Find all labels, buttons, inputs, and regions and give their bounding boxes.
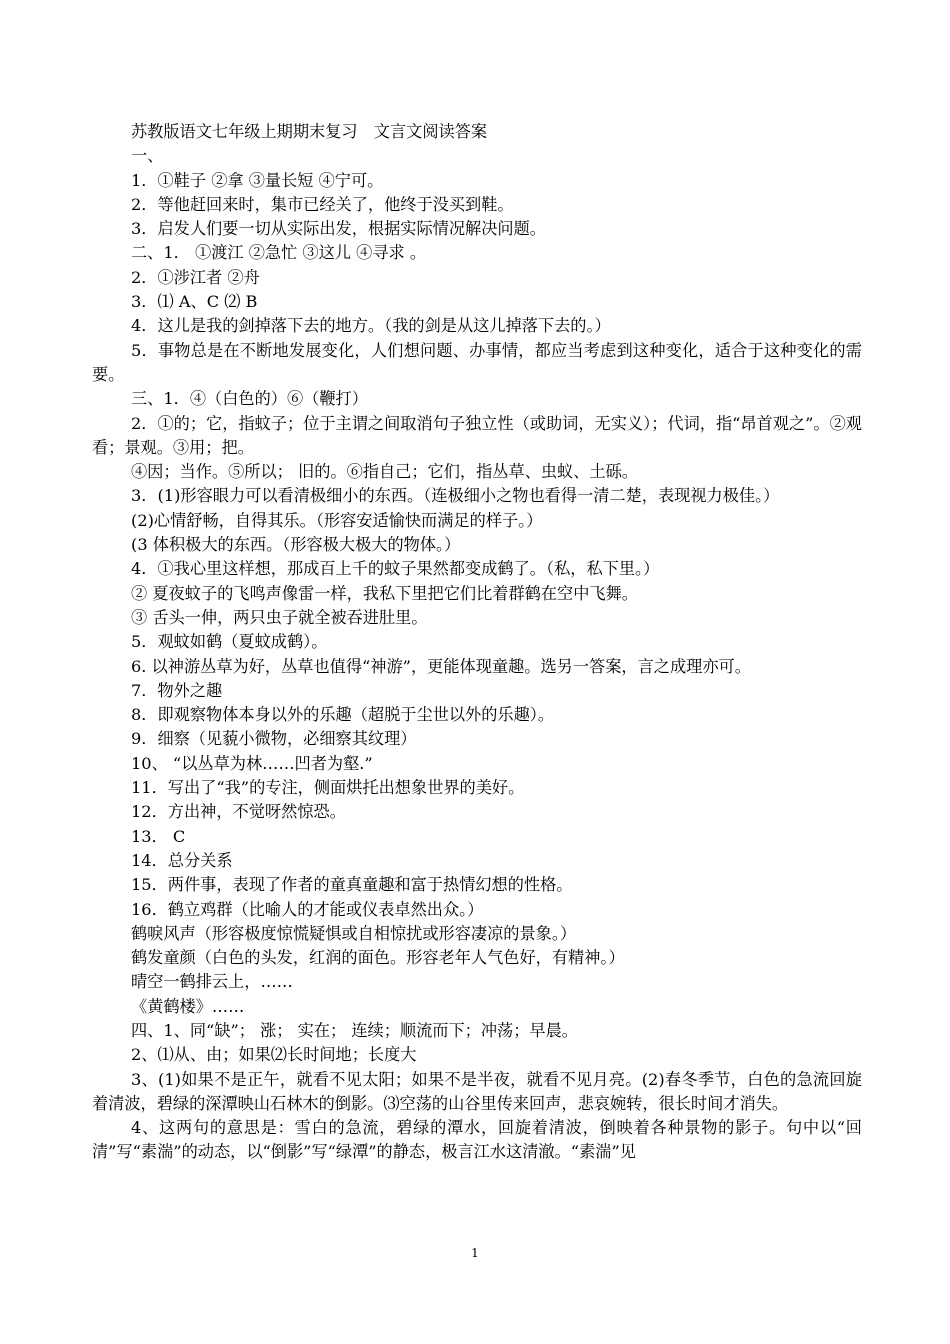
answer-paragraph: 6. 以神游丛草为好，丛草也值得“神游”，更能体现童趣。选另一答案，言之成理亦可。: [131, 656, 751, 676]
answer-paragraph: 二、1． ①渡江 ②急忙 ③这儿 ④寻求 。: [131, 243, 427, 263]
answer-paragraph: (2)心情舒畅，自得其乐。（形容安适愉快而满足的样子。）: [131, 510, 543, 530]
answer-paragraph: 14．总分关系: [131, 850, 233, 870]
answer-paragraph: 7．物外之趣: [131, 680, 223, 700]
document-body: [92, 120, 862, 1165]
answer-paragraph: 3、(1)如果不是正午，就看不见太阳；如果不是半夜，就看不见月亮。(2)春冬季节，白色的急流回旋着清波，碧绿的深潭映山石林木的倒影。⑶空荡的山谷里传来回声，悲哀婉转，很长时间才消失。: [92, 1069, 862, 1113]
answer-paragraph: 四、1、同“缺”； 涨； 实在； 连续；顺流而下；冲荡；早晨。: [131, 1020, 578, 1040]
answer-paragraph: 10、 “以丛草为林……凹者为壑.”: [131, 753, 373, 773]
answer-paragraph: 三、1．④（白色的）⑥（鞭打）: [131, 389, 368, 409]
answer-paragraph: ④因；当作。⑤所以； 旧的。⑥指自己；它们，指丛草、虫蚁、土砾。: [131, 462, 638, 482]
answer-paragraph: 4．这儿是我的剑掉落下去的地方。（我的剑是从这儿掉落下去的。）: [131, 316, 611, 336]
answer-paragraph: 15．两件事，表现了作者的童真童趣和富于热情幻想的性格。: [131, 875, 573, 895]
answer-paragraph: 2．等他赶回来时，集市已经关了，他终于没买到鞋。: [131, 194, 514, 214]
answer-paragraph: 11．写出了“我”的专注，侧面烘托出想象世界的美好。: [131, 778, 525, 798]
answer-paragraph: 2．①的；它，指蚊子；位于主谓之间取消句子独立性（或助词，无实义）；代词，指“昂首观之”。②观看；景观。③用；把。: [92, 413, 862, 457]
answer-paragraph: 5．观蚊如鹤（夏蚊成鹤）。: [131, 632, 328, 652]
answer-paragraph: 鹤发童颜（白色的头发，红润的面色。形容老年人气色好，有精神。）: [131, 948, 625, 968]
answer-paragraph: 8．即观察物体本身以外的乐趣（超脱于尘世以外的乐趣）。: [131, 705, 555, 725]
answer-paragraph: ③ 舌头一伸，两只虫子就全被吞进肚里。: [131, 607, 428, 627]
answer-paragraph: 鹤唳风声（形容极度惊慌疑惧或自相惊扰或形容凄凉的景象。）: [131, 923, 577, 943]
answer-paragraph: 3．(1)形容眼力可以看清极细小的东西。（连极细小之物也看得一清二楚，表现视力极佳。）: [131, 486, 780, 506]
page-number: 1: [471, 1246, 479, 1260]
answer-paragraph: 3．启发人们要一切从实际出发，根据实际情况解决问题。: [131, 219, 546, 239]
answer-paragraph: 9．细察（见藐小微物，必细察其纹理）: [131, 729, 417, 749]
answer-paragraph: 晴空一鹤排云上，……: [131, 972, 293, 992]
answer-paragraph: 2．①涉江者 ②舟: [131, 267, 260, 287]
answer-paragraph: 16．鹤立鸡群（比喻人的才能或仪表卓然出众。）: [131, 899, 484, 919]
answer-paragraph: 3．⑴ A、C ⑵ B: [131, 292, 258, 312]
document-title: 苏教版语文七年级上期期末复习 文言文阅读答案: [131, 122, 488, 141]
answer-paragraph: 2、⑴从、由；如果⑵长时间地；长度大: [131, 1045, 417, 1065]
answer-paragraph: 《黄鹤楼》……: [131, 996, 245, 1016]
answer-paragraph: 4．①我心里这样想，那成百上千的蚊子果然都变成鹤了。（私，私下里。）: [131, 559, 660, 579]
answer-paragraph: 1．①鞋子 ②拿 ③量长短 ④宁可。: [131, 170, 384, 190]
answer-paragraph: 13． C: [131, 826, 186, 846]
answer-paragraph: 一、: [131, 146, 164, 166]
answer-paragraph: ② 夏夜蚊子的飞鸣声像雷一样，我私下里把它们比着群鹤在空中飞舞。: [131, 583, 638, 603]
answer-paragraph: 5．事物总是在不断地发展变化，人们想问题、办事情，都应当考虑到这种变化，适合于这种变化的需要。: [92, 340, 862, 384]
answer-paragraph: 4、这两句的意思是：雪白的急流，碧绿的潭水，回旋着清波，倒映着各种景物的影子。句中以“回清”写“素湍”的动态，以“倒影”写“绿潭”的静态，极言江水这清澈。“素湍”见: [92, 1118, 862, 1162]
answer-paragraph: 12．方出神，不觉呀然惊恐。: [131, 802, 346, 822]
answer-paragraph: (3 体积极大的东西。（形容极大极大的物体。）: [131, 535, 461, 555]
